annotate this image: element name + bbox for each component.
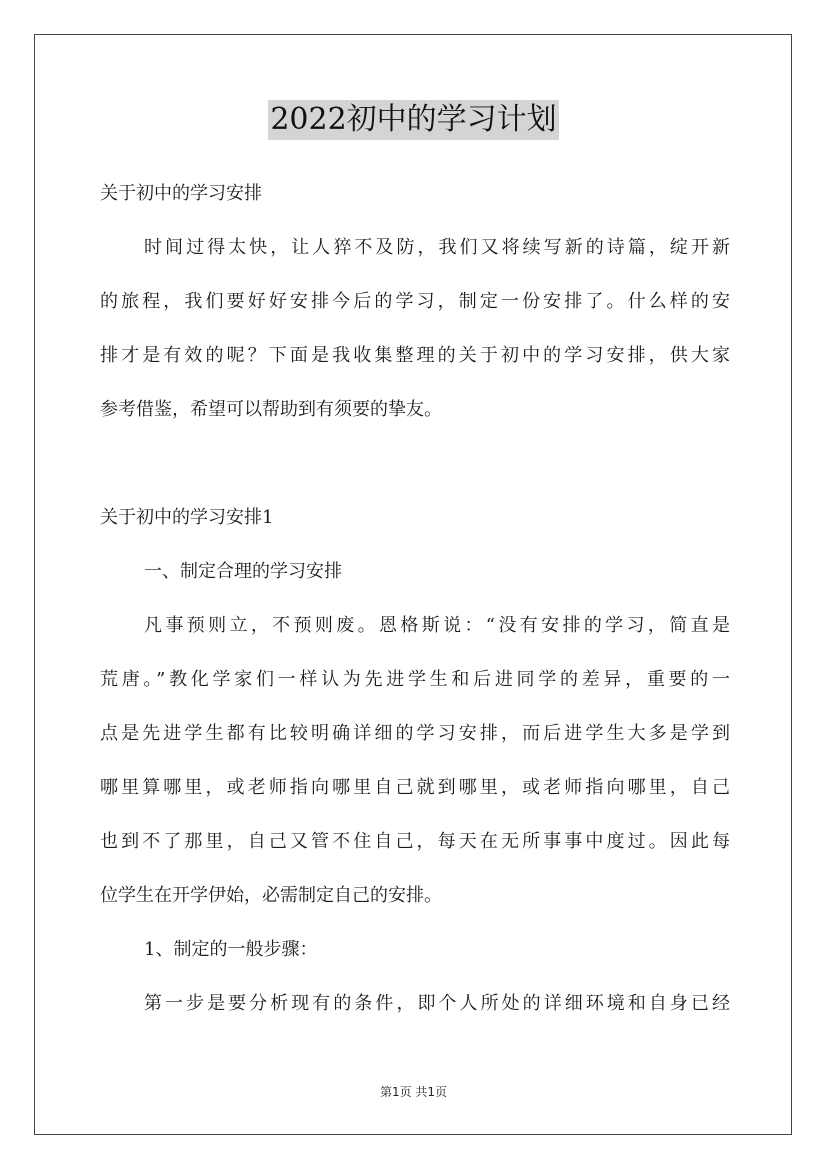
section-heading: 关于初中的学习安排 — [100, 183, 262, 204]
body-line-4: 哪里算哪里，或老师指向哪里自己就到哪里，或老师指向哪里，自己 — [100, 777, 730, 798]
intro-line-2: 的旅程，我们要好好安排今后的学习，制定一份安排了。什么样的安 — [100, 291, 730, 312]
point-one-heading: 一、制定合理的学习安排 — [144, 561, 342, 582]
step-line: 第一步是要分析现有的条件，即个人所处的详细环境和自身已经 — [144, 993, 730, 1014]
body-line-3: 点是先进学生都有比较明确详细的学习安排，而后进学生大多是学到 — [100, 723, 730, 744]
intro-line-3: 排才是有效的呢？下面是我收集整理的关于初中的学习安排，供大家 — [100, 345, 730, 366]
subsection-heading: 关于初中的学习安排1 — [100, 507, 274, 528]
intro-line-1: 时间过得太快，让人猝不及防，我们又将续写新的诗篇，绽开新 — [144, 237, 730, 258]
step-heading: 1、制定的一般步骤： — [144, 939, 318, 960]
body-line-5: 也到不了那里，自己又管不住自己，每天在无所事事中度过。因此每 — [100, 831, 730, 852]
body-line-6: 位学生在开学伊始，必需制定自己的安排。 — [100, 885, 442, 906]
body-line-2: 荒唐。”教化学家们一样认为先进学生和后进同学的差异，重要的一 — [100, 669, 730, 690]
page-footer: 第1页 共1页 — [379, 1085, 448, 1099]
document-title: 2022初中的学习计划 — [268, 100, 558, 140]
title-container — [0, 100, 827, 140]
body-line-1: 凡事预则立，不预则废。恩格斯说：“没有安排的学习，简直是 — [144, 615, 730, 636]
intro-line-4: 参考借鉴，希望可以帮助到有须要的挚友。 — [100, 399, 442, 420]
